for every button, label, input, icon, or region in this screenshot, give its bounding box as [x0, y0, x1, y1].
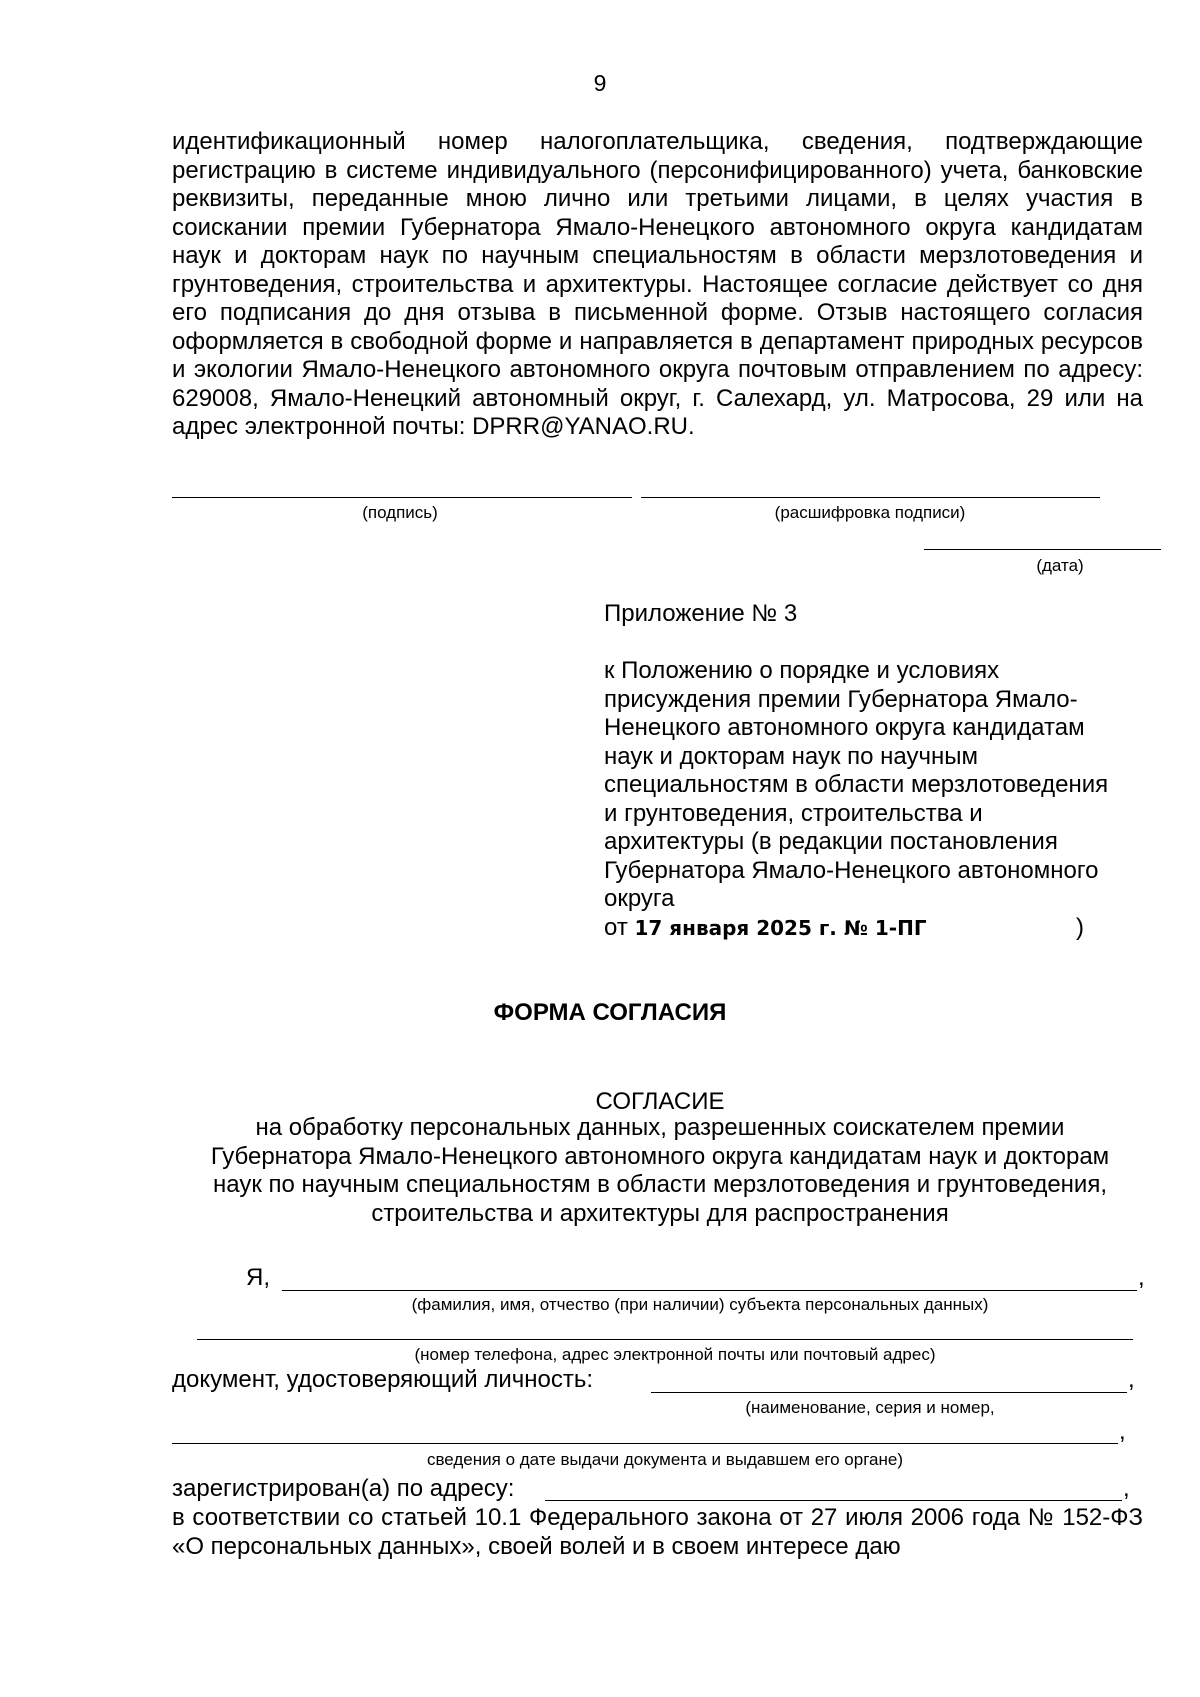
form-heading: ФОРМА СОГЛАСИЯ — [493, 999, 727, 1026]
i-label: Я, — [246, 1264, 270, 1291]
address-field[interactable] — [545, 1500, 1122, 1501]
full-name-comma: , — [1138, 1264, 1145, 1291]
address-label: зарегистрирован(а) по адресу: — [172, 1475, 515, 1502]
consent-subtitle: на обработку персональных данных, разрешенных соискателем премии Губернатора Ямало-Ненецкого автономного округа кандидатам наук и докторам наук по научным специальностям в области мерзлотоведения и грунтоведения, строительства и архитектуры для распространения — [210, 1114, 1110, 1227]
appendix-text — [604, 657, 1124, 942]
document-field[interactable] — [651, 1392, 1127, 1393]
signature-decoding-caption: (расшифровка подписи) — [774, 503, 966, 522]
signature-line — [172, 497, 632, 498]
document-issue-field[interactable] — [172, 1443, 1118, 1444]
decree-prefix: от — [604, 913, 628, 941]
signature-caption: (подпись) — [362, 503, 438, 522]
contact-field[interactable] — [197, 1339, 1133, 1340]
full-name-caption: (фамилия, имя, отчество (при наличии) субъекта персональных данных) — [411, 1295, 989, 1314]
appendix-body: к Положению о порядке и условиях присуждения премии Губернатора Ямало-Ненецкого автономного округа кандидатам наук и докторам наук по научным специальностям в области мерзлотоведения и грунтоведения, строительства и архитектуры (в редакции постановления Губернатора Ямало-Ненецкого автономного округа — [604, 657, 1109, 912]
intro-paragraph: идентификационный номер налогоплательщика, сведения, подтверждающие регистрацию в системе индивидуального (персонифицированного) учета, банковские реквизиты, переданные мною лично или третьими лицами, в целях участия в соискании премии Губернатора Ямало-Ненецкого автономного округа кандидатам наук и докторам наук по научным специальностям в области мерзлотоведения и грунтоведения, строительства и архитектуры. Настоящее согласие действует со дня его подписания до дня отзыва в письменной форме. Отзыв настоящего согласия оформляется в свободной форме и направляется в департамент природных ресурсов и экологии Ямало-Ненецкого автономного округа почтовым отправлением по адресу: 629008, Ямало-Ненецкий автономный округ, г. Салехард, ул. Матросова, 29 или на адрес электронной почты: DPRR@YANAO.RU. — [172, 128, 1143, 440]
document-issue-caption: сведения о дате выдачи документа и выдавшем его органе) — [426, 1450, 904, 1469]
address-comma: , — [1123, 1475, 1130, 1502]
appendix-title: Приложение № 3 — [604, 600, 798, 627]
document-caption: (наименование, серия и номер, — [745, 1398, 995, 1417]
document-comma: , — [1128, 1366, 1135, 1393]
consent-title: СОГЛАСИЕ — [595, 1088, 725, 1115]
full-name-field[interactable] — [282, 1290, 1137, 1291]
document-label: документ, удостоверяющий личность: — [172, 1366, 594, 1393]
decree-close: ) — [1076, 913, 1084, 941]
page-number: 9 — [593, 70, 607, 96]
contact-caption: (номер телефона, адрес электронной почты или почтовый адрес) — [414, 1345, 936, 1364]
signature-decoding-line — [641, 497, 1100, 498]
decree-date-number: 17 января 2025 г. № 1-ПГ — [634, 915, 927, 940]
decree-line — [604, 914, 1124, 943]
date-caption: (дата) — [1036, 556, 1084, 575]
law-paragraph: в соответствии со статьей 10.1 Федерального закона от 27 июля 2006 года № 152-ФЗ «О персональных данных», своей волей и в своем интересе даю — [172, 1504, 1143, 1560]
date-line — [924, 549, 1161, 550]
document-issue-comma: , — [1119, 1418, 1126, 1445]
